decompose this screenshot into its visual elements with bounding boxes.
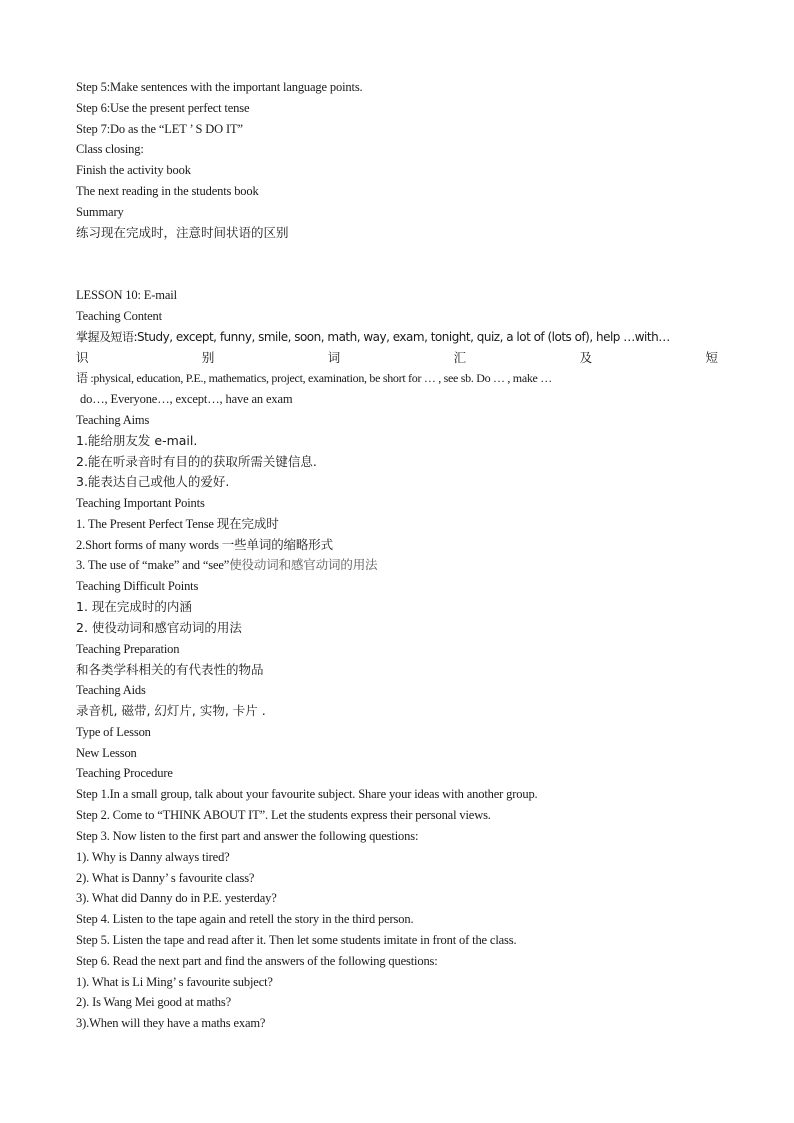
recognize-char: 及 — [579, 350, 593, 365]
difficult-point: 2. 使役动词和感官动词的用法 — [76, 620, 242, 635]
procedure-question: 1). Why is Danny always tired? — [76, 850, 230, 864]
aims-heading: Teaching Aims — [76, 413, 150, 427]
procedure-question: 1). What is Li Ming’ s favourite subject? — [76, 975, 273, 989]
recognize-char: 识 — [76, 350, 89, 365]
teaching-content-heading: Teaching Content — [76, 309, 162, 323]
procedure-step: Step 1.In a small group, talk about your favourite subject. Share your ideas with another group. — [76, 787, 538, 801]
next-reading-line: The next reading in the students book — [76, 184, 259, 198]
procedure-step: Step 4. Listen to the tape again and retell the story in the third person. — [76, 912, 414, 926]
important-heading: Teaching Important Points — [76, 496, 205, 510]
step7-line: Step 7:Do as the “LET ’ S DO IT” — [76, 122, 243, 136]
recognize-words-line: 语 :physical, education, P.E., mathematics, project, examination, be short for … , see sb. Do … , make … — [76, 371, 552, 385]
recognize-words-line-cont: do…, Everyone…, except…, have an exam — [80, 392, 293, 406]
recognize-heading — [76, 350, 718, 366]
lesson-title: LESSON 10: E-mail — [76, 288, 177, 302]
aim-item: 2.能在听录音时有目的的获取所需关键信息. — [76, 454, 317, 469]
procedure-question: 3).When will they have a maths exam? — [76, 1016, 266, 1030]
procedure-step: Step 6. Read the next part and find the answers of the following questions: — [76, 954, 438, 968]
step5-line: Step 5:Make sentences with the important language points. — [76, 80, 363, 94]
preparation-text: 和各类学科相关的有代表性的物品 — [76, 662, 264, 677]
important-point — [76, 557, 377, 573]
procedure-step: Step 3. Now listen to the first part and answer the following questions: — [76, 829, 419, 843]
finish-line: Finish the activity book — [76, 163, 191, 177]
procedure-question: 3). What did Danny do in P.E. yesterday? — [76, 891, 277, 905]
type-text: New Lesson — [76, 746, 137, 760]
important-point: 1. The Present Perfect Tense 现在完成时 — [76, 517, 279, 531]
recognize-char: 短 — [705, 350, 718, 365]
aids-text: 录音机, 磁带, 幻灯片, 实物, 卡片 . — [76, 703, 266, 718]
recognize-char: 汇 — [453, 350, 467, 365]
preparation-heading: Teaching Preparation — [76, 642, 180, 656]
procedure-step: Step 2. Come to “THINK ABOUT IT”. Let the students express their personal views. — [76, 808, 491, 822]
difficult-point: 1. 现在完成时的内涵 — [76, 599, 192, 614]
type-heading: Type of Lesson — [76, 725, 151, 739]
important-point: 2.Short forms of many words 一些单词的缩略形式 — [76, 538, 333, 552]
important-point-en: 3. The use of “make” and “see” — [76, 558, 230, 572]
important-point-zh: 使役动词和感官动词的用法 — [229, 558, 378, 572]
step6-line: Step 6:Use the present perfect tense — [76, 101, 250, 115]
recognize-char: 别 — [201, 350, 215, 365]
aim-item: 3.能表达自己或他人的爱好. — [76, 474, 230, 489]
procedure-heading: Teaching Procedure — [76, 766, 173, 780]
recognize-char: 词 — [327, 350, 341, 365]
difficult-heading: Teaching Difficult Points — [76, 579, 199, 593]
procedure-step: Step 5. Listen the tape and read after it. Then let some students imitate in front of the class. — [76, 933, 517, 947]
aim-item: 1.能给朋友发 e-mail. — [76, 433, 198, 448]
procedure-question: 2). What is Danny’ s favourite class? — [76, 871, 255, 885]
summary-text: 练习现在完成时，注意时间状语的区别 — [76, 225, 289, 240]
procedure-question: 2). Is Wang Mei good at maths? — [76, 995, 231, 1009]
summary-heading: Summary — [76, 205, 124, 219]
aids-heading: Teaching Aids — [76, 683, 146, 697]
master-phrases-line: 掌握及短语:Study, except, funny, smile, soon, math, way, exam, tonight, quiz, a lot of (lots of), help …with… — [76, 330, 670, 344]
class-closing-heading: Class closing: — [76, 142, 144, 156]
